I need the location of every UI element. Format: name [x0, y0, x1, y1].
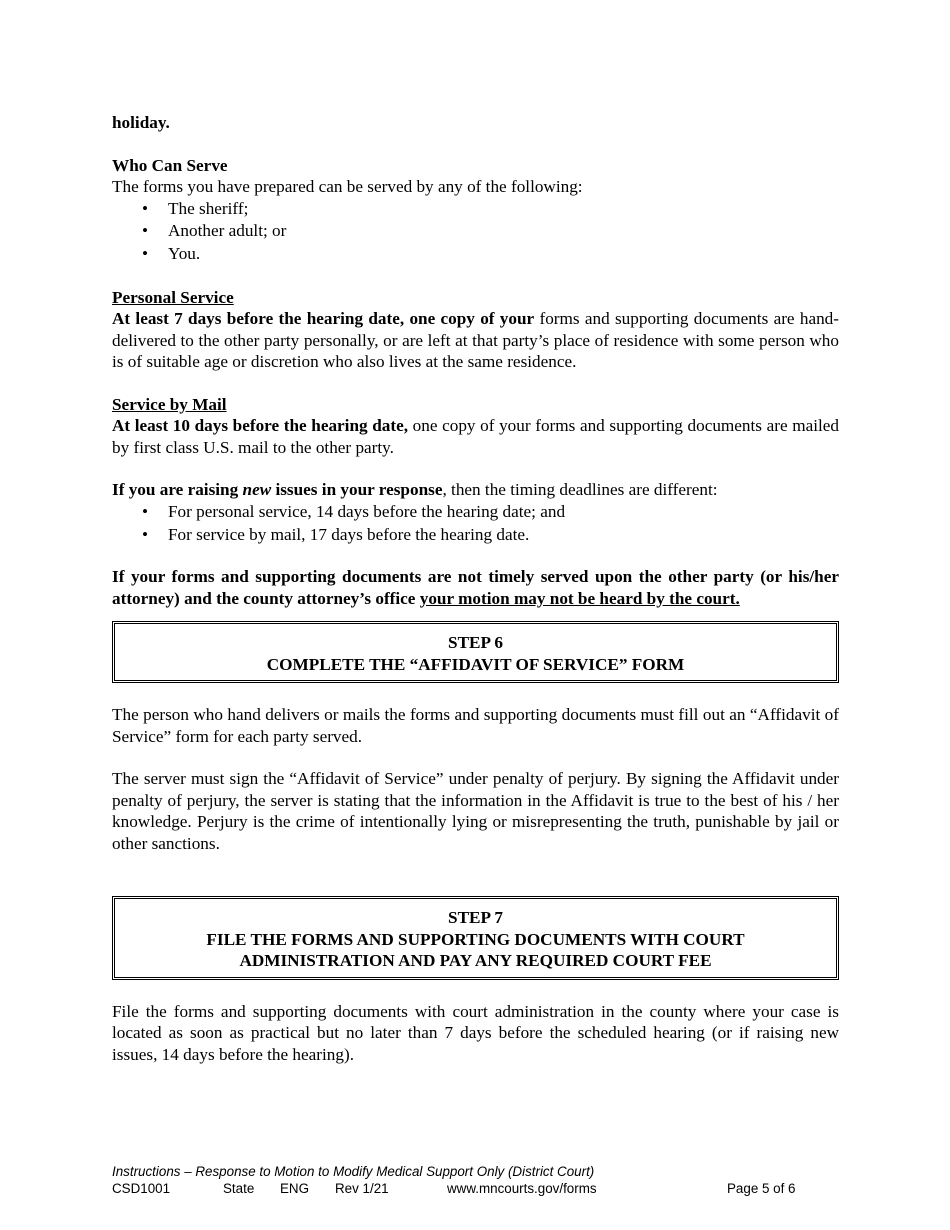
personal-service-heading: Personal Service: [112, 287, 234, 307]
footer-form-id: CSD1001: [112, 1181, 171, 1196]
step6-box: [112, 621, 839, 683]
footer-revision: Rev 1/21: [335, 1181, 389, 1196]
list-item: • For service by mail, 17 days before the hearing date.: [112, 524, 839, 547]
footer-state: State: [223, 1181, 255, 1196]
timely-service-warning: If your forms and supporting documents are not timely served upon the other party (or his/her attorney) and the county attorney’s office your motion may not be heard by the court.: [112, 567, 839, 608]
page-footer: [112, 1163, 839, 1197]
personal-service-paragraph: At least 7 days before the hearing date, one copy of your forms and supporting documents are hand-delivered to the other party personally, or are left at that party’s place of residence with some person who is of suitable age or discretion who also lives at the same residence.: [112, 309, 839, 372]
step7-paragraph: File the forms and supporting documents with court administration in the county where your case is located as soon as practical but no later than 7 days before the scheduled hearing (or if raising new issues, 14 days before the hearing).: [112, 1001, 839, 1064]
step6-title: COMPLETE THE “AFFIDAVIT OF SERVICE” FORM: [266, 654, 685, 674]
list-item: • For personal service, 14 days before the hearing date; and: [112, 501, 839, 524]
bullet-icon: •: [142, 501, 149, 521]
who-can-serve-heading: Who Can Serve: [112, 155, 228, 175]
who-can-serve-list: [112, 198, 839, 266]
new-issues-paragraph: If you are raising new issues in your response, then the timing deadlines are different:: [112, 480, 718, 500]
step7-label: STEP 7: [448, 908, 503, 928]
service-by-mail-heading: Service by Mail: [112, 394, 227, 414]
footer-title: Instructions – Response to Motion to Modify Medical Support Only (District Court): [112, 1164, 595, 1179]
list-item: • The sheriff;: [112, 198, 839, 221]
top-fragment: holiday.: [112, 113, 170, 132]
list-item: • Another adult; or: [112, 220, 839, 243]
service-by-mail-paragraph: At least 10 days before the hearing date, one copy of your forms and supporting documents are mailed by first class U.S. mail to the other party.: [112, 416, 839, 457]
who-can-serve-intro: The forms you have prepared can be served by any of the following:: [112, 177, 583, 196]
bullet-icon: •: [142, 524, 149, 544]
bullet-icon: •: [142, 244, 149, 264]
step6-paragraph-2: The server must sign the “Affidavit of Service” under penalty of perjury. By signing the Affidavit under penalty of perjury, the server is stating that the information in the Affidavit is true to the best of his / her knowledge. Perjury is the crime of intentionally lying or misrepresenting the truth, punishable by jail or other sanctions.: [112, 769, 839, 853]
footer-url: www.mncourts.gov/forms: [447, 1181, 597, 1196]
step6-label: STEP 6: [448, 633, 503, 653]
step7-title-line1: FILE THE FORMS AND SUPPORTING DOCUMENTS WITH COURT: [206, 929, 745, 949]
footer-page-number: Page 5 of 6: [727, 1181, 796, 1196]
step7-box: [112, 896, 839, 980]
step7-title-line2: ADMINISTRATION AND PAY ANY REQUIRED COURT FEE: [239, 951, 712, 971]
footer-language: ENG: [280, 1181, 310, 1196]
document-page: [112, 112, 839, 1065]
list-item: • You.: [112, 243, 839, 266]
bullet-icon: •: [142, 198, 149, 218]
new-issues-list: [112, 501, 839, 547]
bullet-icon: •: [142, 221, 149, 241]
step6-paragraph-1: The person who hand delivers or mails the forms and supporting documents must fill out an “Affidavit of Service” form for each party served.: [112, 705, 839, 746]
